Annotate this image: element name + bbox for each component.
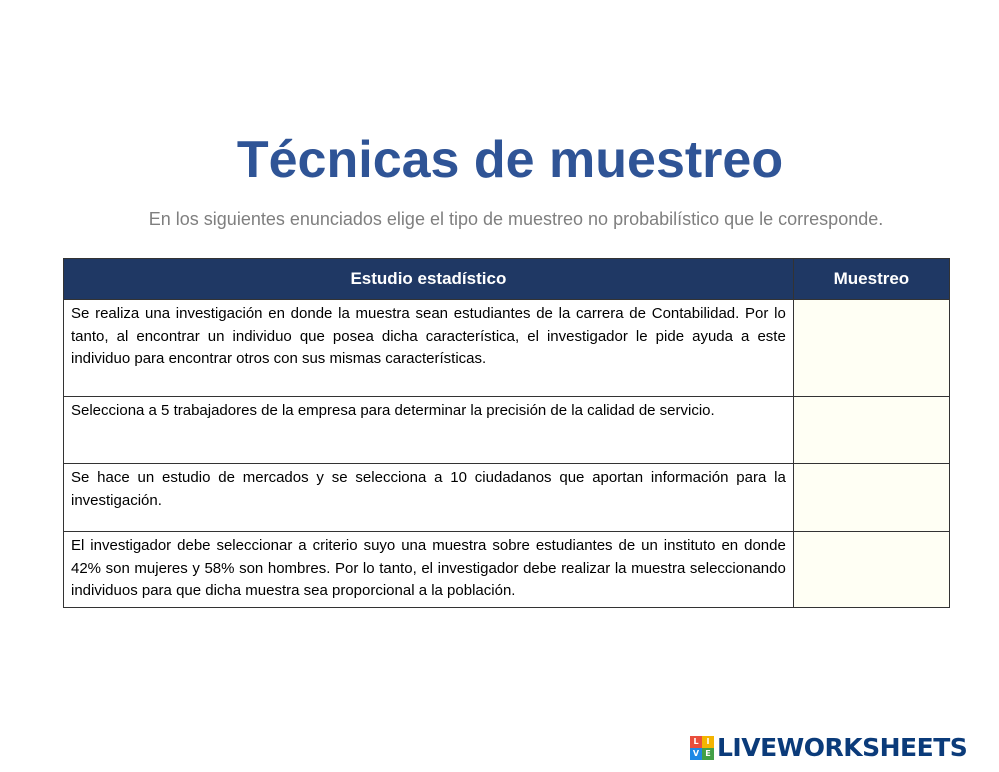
table-header-row	[64, 259, 950, 300]
study-statement: Se realiza una investigación en donde la muestra sean estudiantes de la carrera de Contabilidad. Por lo tanto, al encontrar un individuo que posea dicha característica, el investigador le pide ayuda a este individuo para encontrar otros con sus mismas características.	[64, 300, 794, 397]
sampling-answer-box[interactable]	[793, 532, 949, 608]
study-statement: Selecciona a 5 trabajadores de la empresa para determinar la precisión de la calidad de servicio.	[64, 397, 794, 464]
sampling-answer-box[interactable]	[793, 464, 949, 532]
page-title: Técnicas de muestreo	[236, 131, 784, 189]
liveworksheets-logo-icon	[690, 736, 714, 760]
logo-letter-i: I	[702, 736, 714, 748]
liveworksheets-brand	[690, 733, 967, 763]
sampling-answer-box[interactable]	[793, 300, 949, 397]
table-row	[64, 532, 950, 608]
table-row	[64, 397, 950, 464]
study-statement: Se hace un estudio de mercados y se selecciona a 10 ciudadanos que aportan información para la investigación.	[64, 464, 794, 532]
study-statement: El investigador debe seleccionar a criterio suyo una muestra sobre estudiantes de un instituto en donde 42% son mujeres y 58% son hombres. Por lo tanto, el investigador debe realizar la muestra seleccionando individuos para que dicha muestra sea proporcional a la población.	[64, 532, 794, 608]
sampling-answer-box[interactable]	[793, 397, 949, 464]
column-header-sampling: Muestreo	[793, 259, 949, 300]
logo-letter-v: V	[690, 748, 702, 760]
worksheet-table	[63, 258, 950, 608]
table-row	[64, 464, 950, 532]
table-row	[64, 300, 950, 397]
column-header-study: Estudio estadístico	[64, 259, 794, 300]
instructions-text: En los siguientes enunciados elige el tipo de muestreo no probabilístico que le corresponde.	[148, 209, 884, 229]
brand-name: LIVEWORKSHEETS	[717, 733, 968, 762]
logo-letter-l: L	[690, 736, 702, 748]
logo-letter-e: E	[702, 748, 714, 760]
